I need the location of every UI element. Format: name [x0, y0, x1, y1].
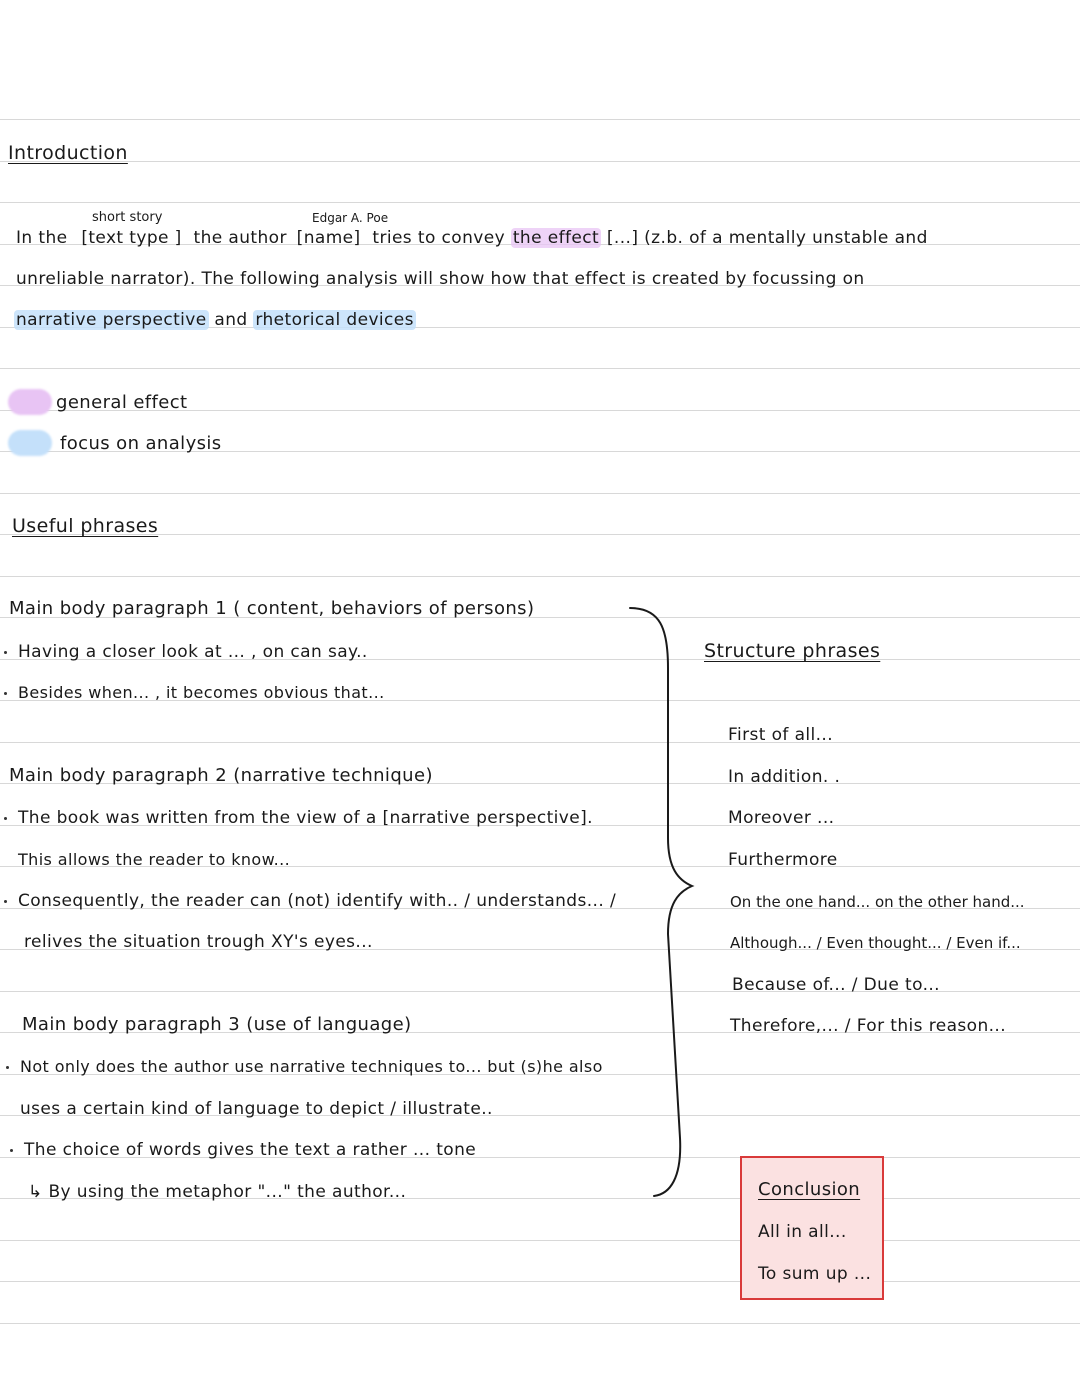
conclusion-phrase: All in all...	[758, 1222, 847, 1242]
curly-brace-icon	[620, 598, 710, 1203]
paragraph-2-line: The book was written from the view of a [narrative perspective].	[18, 808, 593, 828]
intro-text: [...] (z.b. of a mentally unstable and	[606, 228, 928, 248]
intro-text: and	[214, 310, 248, 330]
ruled-line	[0, 1323, 1080, 1324]
highlight-rhetorical-devices: rhetorical devices	[255, 310, 414, 330]
bullet-icon	[4, 651, 7, 654]
legend-focus-on-analysis: focus on analysis	[60, 433, 222, 454]
structure-phrases-heading: Structure phrases	[704, 640, 881, 662]
highlight-the-effect: the effect	[512, 228, 600, 248]
conclusion-heading: Conclusion	[758, 1179, 861, 1200]
structure-phrase: Therefore,... / For this reason...	[730, 1016, 1007, 1036]
bullet-icon	[4, 817, 7, 820]
ruled-line	[0, 742, 1080, 743]
paragraph-2-line: This allows the reader to know...	[18, 850, 291, 869]
paragraph-3-line: The choice of words gives the text a rather ... tone	[24, 1140, 477, 1160]
paragraph-2-title: Main body paragraph 2 (narrative technique)	[9, 765, 433, 786]
structure-phrase: In addition. .	[728, 767, 841, 787]
paragraph-2-line: relives the situation trough XY's eyes...	[24, 932, 373, 952]
annotation-author-name: Edgar A. Poe	[312, 211, 389, 225]
intro-line-3	[14, 309, 416, 331]
ruled-line	[0, 161, 1080, 162]
annotation-short-story: short story	[92, 210, 163, 225]
paragraph-3-line: ↳ By using the metaphor "..." the author...	[28, 1182, 407, 1202]
useful-phrases-heading: Useful phrases	[12, 515, 159, 537]
structure-phrase: Because of... / Due to...	[732, 975, 940, 995]
paragraph-3-title: Main body paragraph 3 (use of language)	[22, 1014, 412, 1035]
bullet-icon	[4, 900, 7, 903]
introduction-heading: Introduction	[8, 142, 128, 164]
bullet-icon	[4, 692, 7, 695]
conclusion-phrase: To sum up ...	[758, 1264, 872, 1284]
structure-phrase: On the one hand... on the other hand...	[730, 893, 1025, 911]
structure-phrase: Although... / Even thought... / Even if...	[730, 934, 1021, 952]
bullet-icon	[10, 1149, 13, 1152]
paragraph-3-line: uses a certain kind of language to depict / illustrate..	[20, 1099, 493, 1119]
structure-phrase: Furthermore	[728, 850, 838, 870]
intro-line-2: unreliable narrator). The following analysis will show how that effect is created by focussing on	[16, 269, 865, 289]
intro-placeholder-text-type: [text type ]	[81, 228, 182, 248]
intro-text: tries to convey	[372, 228, 506, 248]
paragraph-2-line: Consequently, the reader can (not) identify with.. / understands... /	[18, 891, 617, 911]
ruled-line	[0, 493, 1080, 494]
paragraph-3-line: Not only does the author use narrative techniques to... but (s)he also	[20, 1057, 603, 1076]
paragraph-1-phrase: Having a closer look at ... , on can say..	[18, 642, 368, 662]
ruled-line	[0, 368, 1080, 369]
paragraph-1-phrase: Besides when... , it becomes obvious that...	[18, 683, 385, 702]
intro-text: In the	[16, 228, 68, 248]
intro-text: the author	[193, 228, 287, 248]
ruled-line	[0, 534, 1080, 535]
bullet-icon	[6, 1066, 9, 1069]
ruled-line	[0, 119, 1080, 120]
legend-general-effect: general effect	[56, 392, 188, 413]
intro-placeholder-name: [name]	[296, 228, 361, 248]
legend-pink-swatch	[8, 389, 52, 415]
ruled-line	[0, 576, 1080, 577]
intro-line-1	[16, 227, 928, 249]
ruled-line	[0, 202, 1080, 203]
structure-phrase: Moreover ...	[728, 808, 835, 828]
ruled-line	[0, 1281, 1080, 1282]
paragraph-1-title: Main body paragraph 1 ( content, behaviors of persons)	[9, 598, 535, 619]
ruled-line	[0, 1240, 1080, 1241]
highlight-narrative-perspective: narrative perspective	[16, 310, 207, 330]
legend-blue-swatch	[8, 430, 52, 456]
structure-phrase: First of all...	[728, 725, 834, 745]
